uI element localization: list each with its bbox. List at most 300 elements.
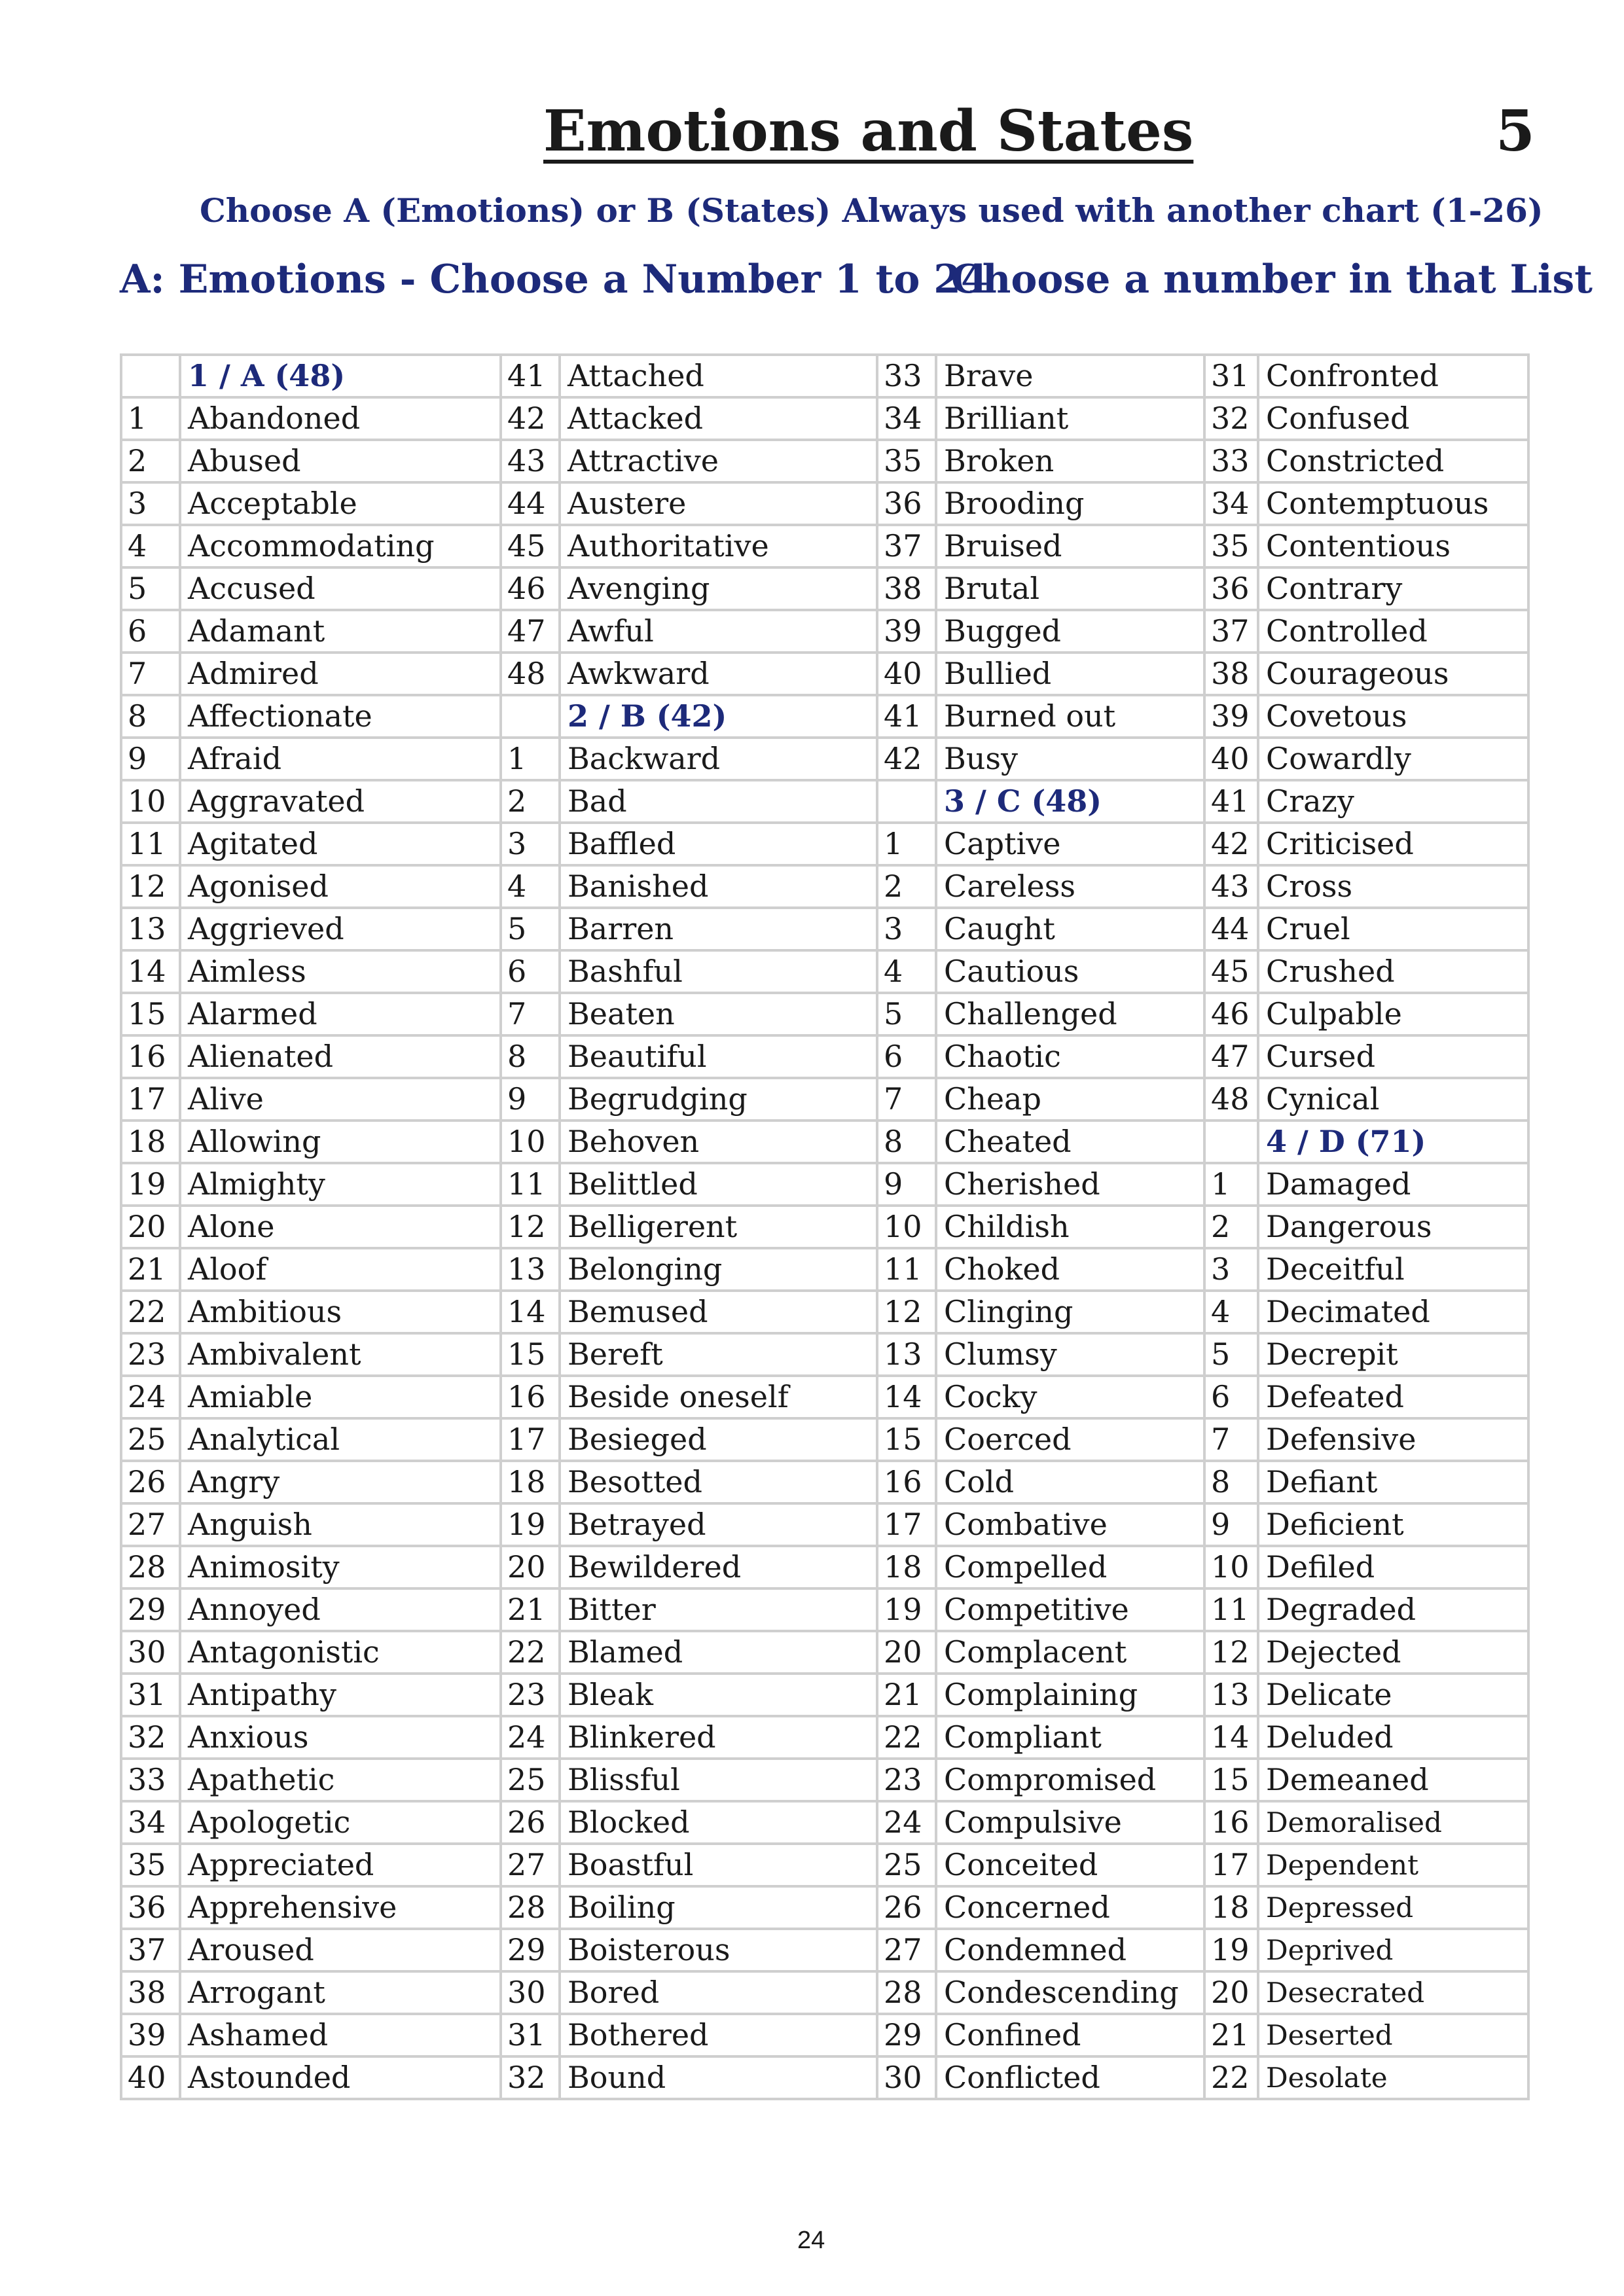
word-cell: Abandoned — [180, 397, 501, 440]
number-cell: 41 — [1204, 780, 1258, 823]
word-cell: Compromised — [936, 1759, 1204, 1801]
number-cell: 43 — [501, 440, 560, 482]
number-cell: 25 — [877, 1844, 936, 1886]
number-cell: 7 — [1204, 1418, 1258, 1461]
word-cell: Deserted — [1258, 2014, 1528, 2056]
word-cell: Animosity — [180, 1546, 501, 1588]
number-cell: 4 — [877, 950, 936, 993]
number-cell: 10 — [121, 780, 180, 823]
word-cell: Confused — [1258, 397, 1528, 440]
number-cell: 42 — [501, 397, 560, 440]
word-cell: Betrayed — [560, 1503, 877, 1546]
number-cell: 24 — [877, 1801, 936, 1844]
word-cell: Angry — [180, 1461, 501, 1503]
number-cell: 26 — [877, 1886, 936, 1929]
word-cell: Decrepit — [1258, 1333, 1528, 1376]
word-cell: Crushed — [1258, 950, 1528, 993]
number-cell: 17 — [121, 1078, 180, 1121]
number-cell: 25 — [501, 1759, 560, 1801]
number-cell: 4 — [121, 525, 180, 567]
number-cell: 17 — [877, 1503, 936, 1546]
word-cell: Backward — [560, 738, 877, 780]
table-row — [121, 738, 1528, 780]
word-cell: Banished — [560, 865, 877, 908]
word-cell: Desolate — [1258, 2056, 1528, 2099]
number-cell: 46 — [1204, 993, 1258, 1035]
word-cell: Burned out — [936, 695, 1204, 738]
word-cell: Condescending — [936, 1971, 1204, 2014]
word-cell: Demeaned — [1258, 1759, 1528, 1801]
number-cell: 23 — [877, 1759, 936, 1801]
word-cell: Astounded — [180, 2056, 501, 2099]
word-cell: Avenging — [560, 567, 877, 610]
table-row — [121, 1376, 1528, 1418]
word-cell: Dejected — [1258, 1631, 1528, 1674]
word-cell: Bashful — [560, 950, 877, 993]
table-row — [121, 1078, 1528, 1121]
number-cell: 15 — [1204, 1759, 1258, 1801]
number-cell: 22 — [501, 1631, 560, 1674]
number-cell: 47 — [1204, 1035, 1258, 1078]
number-cell: 17 — [1204, 1844, 1258, 1886]
word-cell: Bemused — [560, 1291, 877, 1333]
number-cell: 18 — [1204, 1886, 1258, 1929]
number-cell: 15 — [877, 1418, 936, 1461]
word-cell: Brave — [936, 355, 1204, 397]
table-row — [121, 1163, 1528, 1206]
table-row — [121, 1121, 1528, 1163]
word-cell: Aimless — [180, 950, 501, 993]
word-cell: Confined — [936, 2014, 1204, 2056]
number-cell: 33 — [1204, 440, 1258, 482]
number-cell: 12 — [1204, 1631, 1258, 1674]
word-cell: Captive — [936, 823, 1204, 865]
word-cell: Apologetic — [180, 1801, 501, 1844]
word-cell: Alienated — [180, 1035, 501, 1078]
number-cell: 21 — [121, 1248, 180, 1291]
number-cell: 20 — [501, 1546, 560, 1588]
number-cell: 38 — [877, 567, 936, 610]
number-cell: 5 — [1204, 1333, 1258, 1376]
number-cell: 34 — [121, 1801, 180, 1844]
number-cell: 48 — [1204, 1078, 1258, 1121]
number-cell: 9 — [877, 1163, 936, 1206]
number-cell: 15 — [501, 1333, 560, 1376]
number-cell: 30 — [121, 1631, 180, 1674]
word-cell: Delicate — [1258, 1674, 1528, 1716]
number-cell: 7 — [501, 993, 560, 1035]
table-row — [121, 1418, 1528, 1461]
table-row — [121, 355, 1528, 397]
word-cell: Apprehensive — [180, 1886, 501, 1929]
word-cell: Aggravated — [180, 780, 501, 823]
word-cell: Covetous — [1258, 695, 1528, 738]
number-cell: 8 — [1204, 1461, 1258, 1503]
word-cell: Cherished — [936, 1163, 1204, 1206]
number-cell: 1 — [1204, 1163, 1258, 1206]
number-cell: 4 — [501, 865, 560, 908]
number-cell: 37 — [877, 525, 936, 567]
number-cell: 5 — [877, 993, 936, 1035]
word-cell: Attractive — [560, 440, 877, 482]
number-cell: 37 — [121, 1929, 180, 1971]
word-cell: Defiant — [1258, 1461, 1528, 1503]
number-cell: 14 — [1204, 1716, 1258, 1759]
number-cell: 39 — [1204, 695, 1258, 738]
table-row — [121, 1035, 1528, 1078]
number-cell: 8 — [877, 1121, 936, 1163]
number-cell: 3 — [1204, 1248, 1258, 1291]
number-cell: 31 — [501, 2014, 560, 2056]
number-cell: 33 — [877, 355, 936, 397]
number-cell: 5 — [121, 567, 180, 610]
word-cell: Concerned — [936, 1886, 1204, 1929]
word-cell: Bereft — [560, 1333, 877, 1376]
number-cell — [1204, 1121, 1258, 1163]
number-cell: 22 — [877, 1716, 936, 1759]
word-cell: Bound — [560, 2056, 877, 2099]
number-cell: 23 — [121, 1333, 180, 1376]
section-header-cell: 2 / B (42) — [560, 695, 877, 738]
word-cell: Bad — [560, 780, 877, 823]
word-cell: Alone — [180, 1206, 501, 1248]
word-cell: Austere — [560, 482, 877, 525]
number-cell: 22 — [1204, 2056, 1258, 2099]
table-row — [121, 1716, 1528, 1759]
table-row — [121, 1929, 1528, 1971]
word-cell: Arrogant — [180, 1971, 501, 2014]
word-cell: Agonised — [180, 865, 501, 908]
number-cell: 47 — [501, 610, 560, 653]
number-cell: 6 — [877, 1035, 936, 1078]
number-cell: 9 — [501, 1078, 560, 1121]
table-row — [121, 525, 1528, 567]
word-cell: Childish — [936, 1206, 1204, 1248]
word-cell: Admired — [180, 653, 501, 695]
word-cell: Degraded — [1258, 1588, 1528, 1631]
word-cell: Blissful — [560, 1759, 877, 1801]
word-cell: Ambitious — [180, 1291, 501, 1333]
number-cell: 31 — [121, 1674, 180, 1716]
table-row — [121, 1546, 1528, 1588]
table-row — [121, 780, 1528, 823]
word-cell: Awful — [560, 610, 877, 653]
table-row — [121, 610, 1528, 653]
word-cell: Beside oneself — [560, 1376, 877, 1418]
number-cell — [501, 695, 560, 738]
word-cell: Barren — [560, 908, 877, 950]
word-cell: Ashamed — [180, 2014, 501, 2056]
number-cell: 34 — [1204, 482, 1258, 525]
number-cell: 42 — [1204, 823, 1258, 865]
number-cell: 22 — [121, 1291, 180, 1333]
number-cell: 32 — [501, 2056, 560, 2099]
number-cell: 11 — [877, 1248, 936, 1291]
number-cell: 13 — [501, 1248, 560, 1291]
table-row — [121, 440, 1528, 482]
word-cell: Attacked — [560, 397, 877, 440]
word-cell: Decimated — [1258, 1291, 1528, 1333]
word-cell: Bitter — [560, 1588, 877, 1631]
word-cell: Aroused — [180, 1929, 501, 1971]
word-cell: Apathetic — [180, 1759, 501, 1801]
word-cell: Blamed — [560, 1631, 877, 1674]
number-cell: 16 — [121, 1035, 180, 1078]
number-cell: 14 — [501, 1291, 560, 1333]
number-cell: 32 — [1204, 397, 1258, 440]
number-cell: 11 — [121, 823, 180, 865]
word-cell: Depressed — [1258, 1886, 1528, 1929]
number-cell: 41 — [501, 355, 560, 397]
word-cell: Bleak — [560, 1674, 877, 1716]
word-cell: Affectionate — [180, 695, 501, 738]
number-cell: 8 — [501, 1035, 560, 1078]
word-cell: Annoyed — [180, 1588, 501, 1631]
page-title: Emotions and States — [543, 98, 1194, 164]
number-cell: 19 — [877, 1588, 936, 1631]
word-cell: Conceited — [936, 1844, 1204, 1886]
number-cell: 13 — [877, 1333, 936, 1376]
word-cell: Complacent — [936, 1631, 1204, 1674]
word-cell: Compelled — [936, 1546, 1204, 1588]
number-cell: 29 — [501, 1929, 560, 1971]
section-header-cell: 4 / D (71) — [1258, 1121, 1528, 1163]
number-cell: 35 — [877, 440, 936, 482]
word-cell: Boiling — [560, 1886, 877, 1929]
word-cell: Careless — [936, 865, 1204, 908]
word-cell: Deceitful — [1258, 1248, 1528, 1291]
word-cell: Criticised — [1258, 823, 1528, 865]
number-cell: 1 — [121, 397, 180, 440]
number-cell: 19 — [1204, 1929, 1258, 1971]
word-cell: Damaged — [1258, 1163, 1528, 1206]
table-row — [121, 1588, 1528, 1631]
word-cell: Cursed — [1258, 1035, 1528, 1078]
word-cell: Dangerous — [1258, 1206, 1528, 1248]
number-cell: 13 — [121, 908, 180, 950]
number-cell: 9 — [1204, 1503, 1258, 1546]
word-cell: Chaotic — [936, 1035, 1204, 1078]
number-cell: 31 — [1204, 355, 1258, 397]
word-cell: Contrary — [1258, 567, 1528, 610]
number-cell: 18 — [877, 1546, 936, 1588]
word-cell: Agitated — [180, 823, 501, 865]
table-row — [121, 1291, 1528, 1333]
number-cell: 36 — [1204, 567, 1258, 610]
word-cell: Bewildered — [560, 1546, 877, 1588]
number-cell: 12 — [121, 865, 180, 908]
word-cell: Cowardly — [1258, 738, 1528, 780]
word-cell: Broken — [936, 440, 1204, 482]
table-row — [121, 2014, 1528, 2056]
word-cell: Analytical — [180, 1418, 501, 1461]
word-cell: Desecrated — [1258, 1971, 1528, 2014]
word-cell: Afraid — [180, 738, 501, 780]
number-cell: 48 — [501, 653, 560, 695]
table-row — [121, 2056, 1528, 2099]
word-cell: Constricted — [1258, 440, 1528, 482]
number-cell: 40 — [1204, 738, 1258, 780]
number-cell: 2 — [501, 780, 560, 823]
word-cell: Antagonistic — [180, 1631, 501, 1674]
number-cell: 41 — [877, 695, 936, 738]
word-cell: Baffled — [560, 823, 877, 865]
number-cell: 29 — [877, 2014, 936, 2056]
word-cell: Challenged — [936, 993, 1204, 1035]
word-cell: Accused — [180, 567, 501, 610]
number-cell: 29 — [121, 1588, 180, 1631]
subtitle-instructions: Choose A (Emotions) or B (States) Always used with another chart (1-26) — [200, 191, 1543, 230]
number-cell: 11 — [1204, 1588, 1258, 1631]
word-cell: Blocked — [560, 1801, 877, 1844]
number-cell: 19 — [501, 1503, 560, 1546]
number-cell: 3 — [501, 823, 560, 865]
word-cell: Controlled — [1258, 610, 1528, 653]
word-cell: Compulsive — [936, 1801, 1204, 1844]
number-cell: 16 — [1204, 1801, 1258, 1844]
number-cell: 16 — [501, 1376, 560, 1418]
table-row — [121, 1801, 1528, 1844]
word-cell: Conflicted — [936, 2056, 1204, 2099]
word-cell: Complaining — [936, 1674, 1204, 1716]
table-row — [121, 908, 1528, 950]
number-cell: 20 — [877, 1631, 936, 1674]
word-cell: Belligerent — [560, 1206, 877, 1248]
number-cell: 27 — [877, 1929, 936, 1971]
word-cell: Deprived — [1258, 1929, 1528, 1971]
number-cell: 7 — [877, 1078, 936, 1121]
table-row — [121, 950, 1528, 993]
number-cell: 30 — [877, 2056, 936, 2099]
number-cell: 18 — [501, 1461, 560, 1503]
table-row — [121, 482, 1528, 525]
page-footer-number: 24 — [797, 2227, 825, 2254]
word-cell: Begrudging — [560, 1078, 877, 1121]
section-header-cell: 1 / A (48) — [180, 355, 501, 397]
word-cell: Cheap — [936, 1078, 1204, 1121]
number-cell: 37 — [1204, 610, 1258, 653]
word-cell: Appreciated — [180, 1844, 501, 1886]
number-cell: 12 — [877, 1291, 936, 1333]
table-row — [121, 1971, 1528, 2014]
word-cell: Ambivalent — [180, 1333, 501, 1376]
heading-right: Choose a number in that List — [951, 257, 1593, 302]
number-cell: 7 — [121, 653, 180, 695]
word-cell: Deluded — [1258, 1716, 1528, 1759]
word-cell: Coerced — [936, 1418, 1204, 1461]
number-cell: 11 — [501, 1163, 560, 1206]
number-cell: 17 — [501, 1418, 560, 1461]
number-cell: 4 — [1204, 1291, 1258, 1333]
table-row — [121, 1248, 1528, 1291]
word-cell: Attached — [560, 355, 877, 397]
word-cell: Crazy — [1258, 780, 1528, 823]
word-cell: Anguish — [180, 1503, 501, 1546]
number-cell: 40 — [877, 653, 936, 695]
number-cell: 18 — [121, 1121, 180, 1163]
number-cell: 26 — [501, 1801, 560, 1844]
number-cell: 19 — [121, 1163, 180, 1206]
word-cell: Beaten — [560, 993, 877, 1035]
number-cell: 25 — [121, 1418, 180, 1461]
word-cell: Culpable — [1258, 993, 1528, 1035]
number-cell: 45 — [1204, 950, 1258, 993]
number-cell: 10 — [501, 1121, 560, 1163]
number-cell: 16 — [877, 1461, 936, 1503]
word-cell: Boisterous — [560, 1929, 877, 1971]
word-cell: Bullied — [936, 653, 1204, 695]
word-cell: Defensive — [1258, 1418, 1528, 1461]
word-cell: Cautious — [936, 950, 1204, 993]
table-row — [121, 1631, 1528, 1674]
word-cell: Awkward — [560, 653, 877, 695]
table-row — [121, 1886, 1528, 1929]
number-cell: 32 — [121, 1716, 180, 1759]
number-cell: 36 — [121, 1886, 180, 1929]
number-cell — [121, 355, 180, 397]
word-cell: Defeated — [1258, 1376, 1528, 1418]
word-cell: Alive — [180, 1078, 501, 1121]
word-cell: Acceptable — [180, 482, 501, 525]
number-cell: 13 — [1204, 1674, 1258, 1716]
word-cell: Anxious — [180, 1716, 501, 1759]
number-cell: 28 — [877, 1971, 936, 2014]
number-cell: 8 — [121, 695, 180, 738]
word-cell: Brutal — [936, 567, 1204, 610]
number-cell: 43 — [1204, 865, 1258, 908]
table-row — [121, 695, 1528, 738]
word-cell: Busy — [936, 738, 1204, 780]
number-cell: 3 — [121, 482, 180, 525]
word-cell: Demoralised — [1258, 1801, 1528, 1844]
number-cell: 9 — [121, 738, 180, 780]
word-cell: Brilliant — [936, 397, 1204, 440]
number-cell: 6 — [1204, 1376, 1258, 1418]
number-cell: 27 — [121, 1503, 180, 1546]
number-cell: 6 — [501, 950, 560, 993]
number-cell: 2 — [877, 865, 936, 908]
number-cell: 42 — [877, 738, 936, 780]
number-cell: 20 — [121, 1206, 180, 1248]
table-row — [121, 1503, 1528, 1546]
word-cell: Confronted — [1258, 355, 1528, 397]
word-cell: Bored — [560, 1971, 877, 2014]
word-cell: Belittled — [560, 1163, 877, 1206]
number-cell: 5 — [501, 908, 560, 950]
table-row — [121, 993, 1528, 1035]
word-cell: Competitive — [936, 1588, 1204, 1631]
word-cell: Dependent — [1258, 1844, 1528, 1886]
word-cell: Aloof — [180, 1248, 501, 1291]
word-cell: Courageous — [1258, 653, 1528, 695]
table-row — [121, 653, 1528, 695]
word-cell: Bugged — [936, 610, 1204, 653]
word-cell: Abused — [180, 440, 501, 482]
number-cell: 2 — [121, 440, 180, 482]
word-cell: Beautiful — [560, 1035, 877, 1078]
table-row — [121, 865, 1528, 908]
word-cell: Behoven — [560, 1121, 877, 1163]
number-cell: 21 — [877, 1674, 936, 1716]
number-cell: 12 — [501, 1206, 560, 1248]
number-cell: 27 — [501, 1844, 560, 1886]
word-cell: Almighty — [180, 1163, 501, 1206]
word-cell: Defiled — [1258, 1546, 1528, 1588]
number-cell: 1 — [877, 823, 936, 865]
word-cell: Condemned — [936, 1929, 1204, 1971]
word-cell: Cocky — [936, 1376, 1204, 1418]
word-cell: Belonging — [560, 1248, 877, 1291]
